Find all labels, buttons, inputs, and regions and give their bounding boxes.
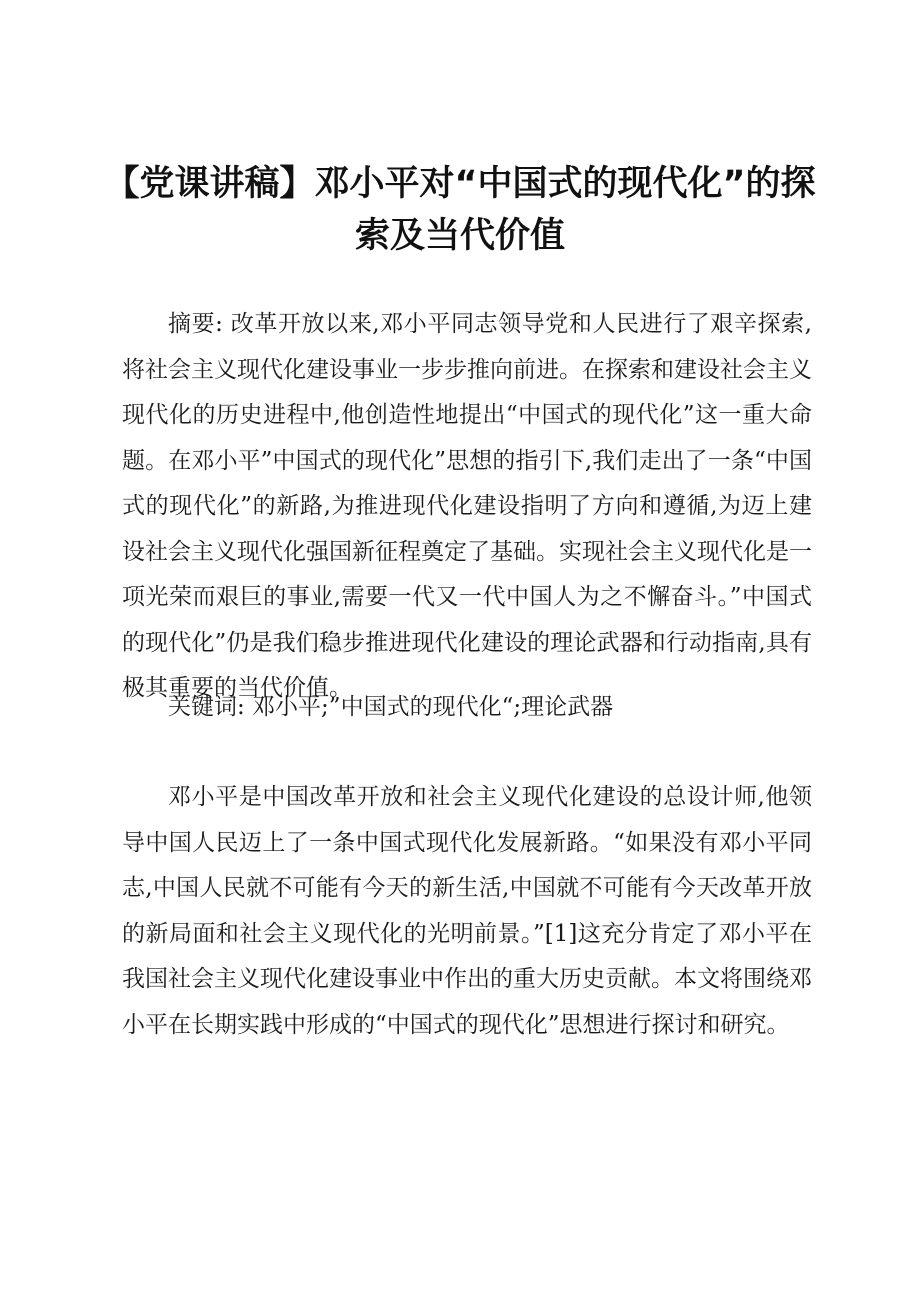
document-title: 【党课讲稿】邓小平对“中国式的现代化”的探索及当代价值 bbox=[104, 164, 816, 256]
keywords-line: 关键词: 邓小平;”中国式的现代化“;理论武器 bbox=[168, 694, 614, 720]
abstract-paragraph: 摘要: 改革开放以来,邓小平同志领导党和人民进行了艰辛探索,将社会主义现代化建设事业一步步推向前进。在探索和建设社会主义现代化的历史进程中,他创造性地提出“中国式的现代化”这一重大命题。在邓小平”中国式的现代化”思想的指引下,我们走出了一条“中国式的现代化”的新路,为推进现代化建设指明了方向和遵循,为迈上建设社会主义现代化强国新征程奠定了基础。实现社会主义现代化是一项光荣而艰巨的事业,需要一代又一代中国人为之不懈奋斗。”中国式的现代化”仍是我们稳步推进现代化建设的理论武器和行动指南,具有极其重要的当代价值。 bbox=[122, 311, 812, 701]
intro-paragraph: 邓小平是中国改革开放和社会主义现代化建设的总设计师,他领导中国人民迈上了一条中国式现代化发展新路。“如果没有邓小平同志,中国人民就不可能有今天的新生活,中国就不可能有今天改革开放的新局面和社会主义现代化的光明前景。”[1]这充分肯定了邓小平在我国社会主义现代化建设事业中作出的重大历史贡献。本文将围绕邓小平在长期实践中形成的“中国式的现代化”思想进行探讨和研究。 bbox=[122, 784, 812, 1038]
